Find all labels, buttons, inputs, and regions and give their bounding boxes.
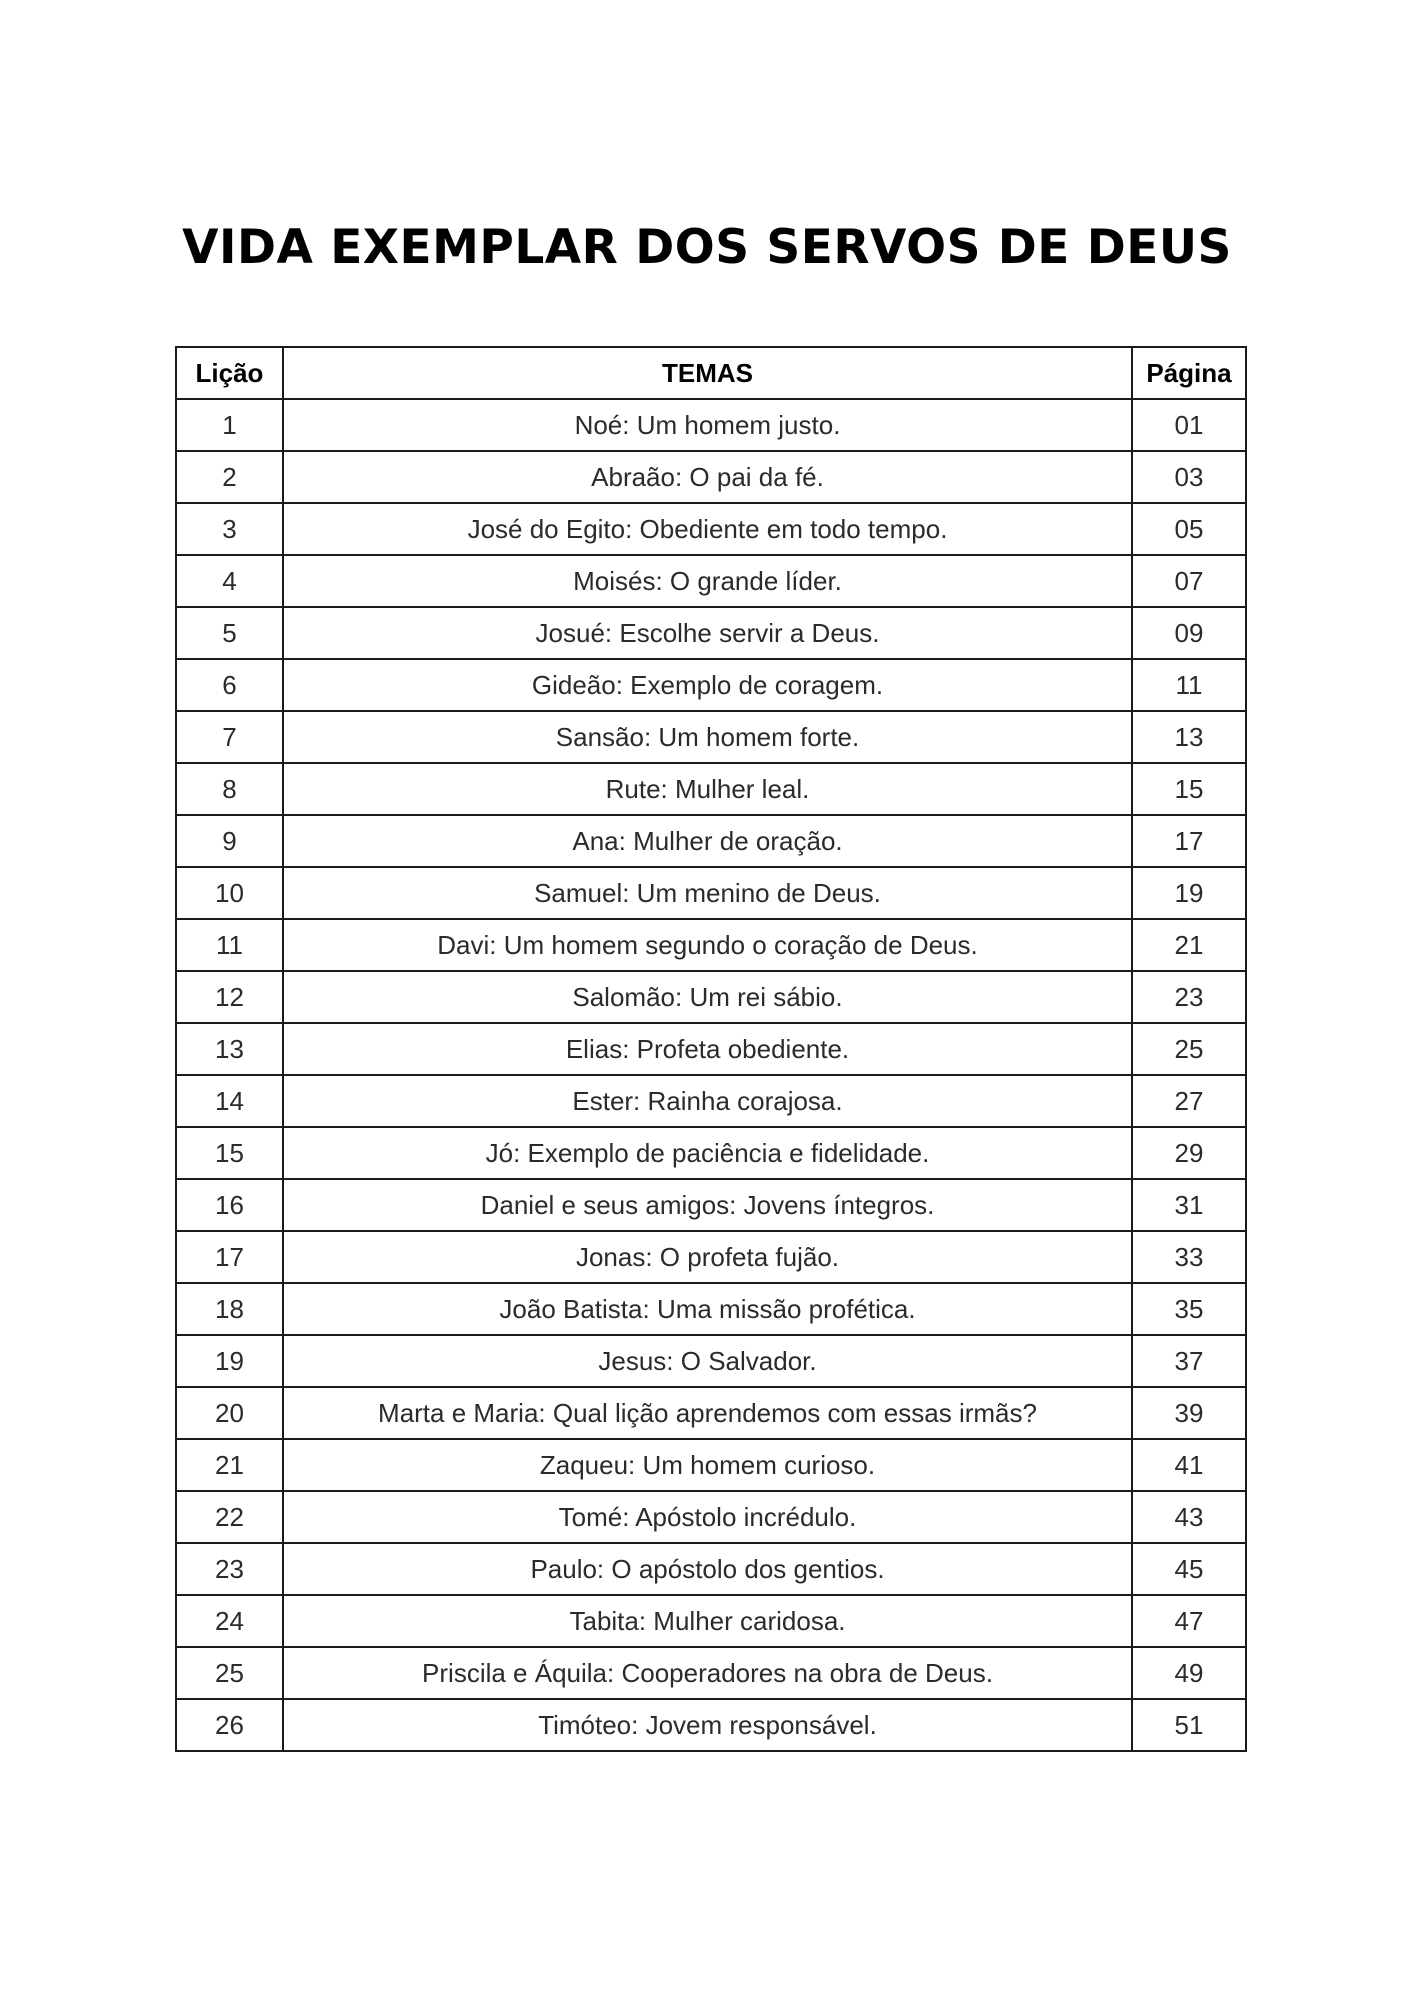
header-temas: TEMAS	[283, 347, 1132, 399]
table-row	[176, 711, 1246, 763]
tema-cell: José do Egito: Obediente em todo tempo.	[283, 503, 1132, 555]
pagina-cell: 17	[1132, 815, 1246, 867]
table-row	[176, 399, 1246, 451]
pagina-cell: 19	[1132, 867, 1246, 919]
licao-cell: 10	[176, 867, 283, 919]
tema-cell: Paulo: O apóstolo dos gentios.	[283, 1543, 1132, 1595]
header-row	[176, 347, 1246, 399]
pagina-cell: 39	[1132, 1387, 1246, 1439]
table-row	[176, 1543, 1246, 1595]
table-row	[176, 763, 1246, 815]
pagina-cell: 35	[1132, 1283, 1246, 1335]
table-row	[176, 1699, 1246, 1751]
table-row	[176, 1491, 1246, 1543]
table-row	[176, 1179, 1246, 1231]
table-row	[176, 1335, 1246, 1387]
pagina-cell: 21	[1132, 919, 1246, 971]
licao-cell: 5	[176, 607, 283, 659]
tema-cell: Moisés: O grande líder.	[283, 555, 1132, 607]
pagina-cell: 11	[1132, 659, 1246, 711]
table-row	[176, 607, 1246, 659]
table-row	[176, 1647, 1246, 1699]
licao-cell: 6	[176, 659, 283, 711]
licao-cell: 20	[176, 1387, 283, 1439]
tema-cell: Tabita: Mulher caridosa.	[283, 1595, 1132, 1647]
licao-cell: 21	[176, 1439, 283, 1491]
table-row	[176, 867, 1246, 919]
tema-cell: Daniel e seus amigos: Jovens íntegros.	[283, 1179, 1132, 1231]
header-licao: Lição	[176, 347, 283, 399]
pagina-cell: 25	[1132, 1023, 1246, 1075]
pagina-cell: 09	[1132, 607, 1246, 659]
toc-table	[175, 346, 1247, 1752]
licao-cell: 16	[176, 1179, 283, 1231]
pagina-cell: 37	[1132, 1335, 1246, 1387]
tema-cell: Abraão: O pai da fé.	[283, 451, 1132, 503]
table-row	[176, 971, 1246, 1023]
pagina-cell: 03	[1132, 451, 1246, 503]
licao-cell: 23	[176, 1543, 283, 1595]
tema-cell: Jesus: O Salvador.	[283, 1335, 1132, 1387]
table-row	[176, 1231, 1246, 1283]
table-row	[176, 1075, 1246, 1127]
licao-cell: 1	[176, 399, 283, 451]
table-row	[176, 919, 1246, 971]
tema-cell: Samuel: Um menino de Deus.	[283, 867, 1132, 919]
tema-cell: Sansão: Um homem forte.	[283, 711, 1132, 763]
tema-cell: Tomé: Apóstolo incrédulo.	[283, 1491, 1132, 1543]
pagina-cell: 27	[1132, 1075, 1246, 1127]
table-row	[176, 1127, 1246, 1179]
table-row	[176, 815, 1246, 867]
licao-cell: 9	[176, 815, 283, 867]
tema-cell: Ana: Mulher de oração.	[283, 815, 1132, 867]
tema-cell: João Batista: Uma missão profética.	[283, 1283, 1132, 1335]
licao-cell: 13	[176, 1023, 283, 1075]
pagina-cell: 31	[1132, 1179, 1246, 1231]
pagina-cell: 41	[1132, 1439, 1246, 1491]
licao-cell: 18	[176, 1283, 283, 1335]
licao-cell: 17	[176, 1231, 283, 1283]
table-row	[176, 503, 1246, 555]
pagina-cell: 33	[1132, 1231, 1246, 1283]
tema-cell: Salomão: Um rei sábio.	[283, 971, 1132, 1023]
licao-cell: 25	[176, 1647, 283, 1699]
pagina-cell: 07	[1132, 555, 1246, 607]
tema-cell: Rute: Mulher leal.	[283, 763, 1132, 815]
table-row	[176, 555, 1246, 607]
tema-cell: Davi: Um homem segundo o coração de Deus.	[283, 919, 1132, 971]
table-row	[176, 451, 1246, 503]
pagina-cell: 29	[1132, 1127, 1246, 1179]
pagina-cell: 43	[1132, 1491, 1246, 1543]
pagina-cell: 51	[1132, 1699, 1246, 1751]
licao-cell: 26	[176, 1699, 283, 1751]
table-row	[176, 1283, 1246, 1335]
table-body	[176, 399, 1246, 1751]
table-row	[176, 1439, 1246, 1491]
tema-cell: Priscila e Áquila: Cooperadores na obra de Deus.	[283, 1647, 1132, 1699]
pagina-cell: 01	[1132, 399, 1246, 451]
pagina-cell: 47	[1132, 1595, 1246, 1647]
tema-cell: Marta e Maria: Qual lição aprendemos com essas irmãs?	[283, 1387, 1132, 1439]
pagina-cell: 05	[1132, 503, 1246, 555]
pagina-cell: 13	[1132, 711, 1246, 763]
tema-cell: Josué: Escolhe servir a Deus.	[283, 607, 1132, 659]
table-row	[176, 1595, 1246, 1647]
pagina-cell: 45	[1132, 1543, 1246, 1595]
licao-cell: 15	[176, 1127, 283, 1179]
tema-cell: Ester: Rainha corajosa.	[283, 1075, 1132, 1127]
page-title: VIDA EXEMPLAR DOS SERVOS DE DEUS	[182, 220, 1232, 275]
header-pagina: Página	[1132, 347, 1246, 399]
licao-cell: 19	[176, 1335, 283, 1387]
licao-cell: 3	[176, 503, 283, 555]
table-header	[176, 347, 1246, 399]
tema-cell: Zaqueu: Um homem curioso.	[283, 1439, 1132, 1491]
table-row	[176, 659, 1246, 711]
tema-cell: Noé: Um homem justo.	[283, 399, 1132, 451]
licao-cell: 4	[176, 555, 283, 607]
licao-cell: 11	[176, 919, 283, 971]
pagina-cell: 23	[1132, 971, 1246, 1023]
table-row	[176, 1023, 1246, 1075]
pagina-cell: 15	[1132, 763, 1246, 815]
tema-cell: Jó: Exemplo de paciência e fidelidade.	[283, 1127, 1132, 1179]
tema-cell: Gideão: Exemplo de coragem.	[283, 659, 1132, 711]
table-row	[176, 1387, 1246, 1439]
licao-cell: 22	[176, 1491, 283, 1543]
licao-cell: 7	[176, 711, 283, 763]
licao-cell: 8	[176, 763, 283, 815]
tema-cell: Elias: Profeta obediente.	[283, 1023, 1132, 1075]
tema-cell: Jonas: O profeta fujão.	[283, 1231, 1132, 1283]
licao-cell: 2	[176, 451, 283, 503]
tema-cell: Timóteo: Jovem responsável.	[283, 1699, 1132, 1751]
licao-cell: 12	[176, 971, 283, 1023]
licao-cell: 24	[176, 1595, 283, 1647]
pagina-cell: 49	[1132, 1647, 1246, 1699]
licao-cell: 14	[176, 1075, 283, 1127]
